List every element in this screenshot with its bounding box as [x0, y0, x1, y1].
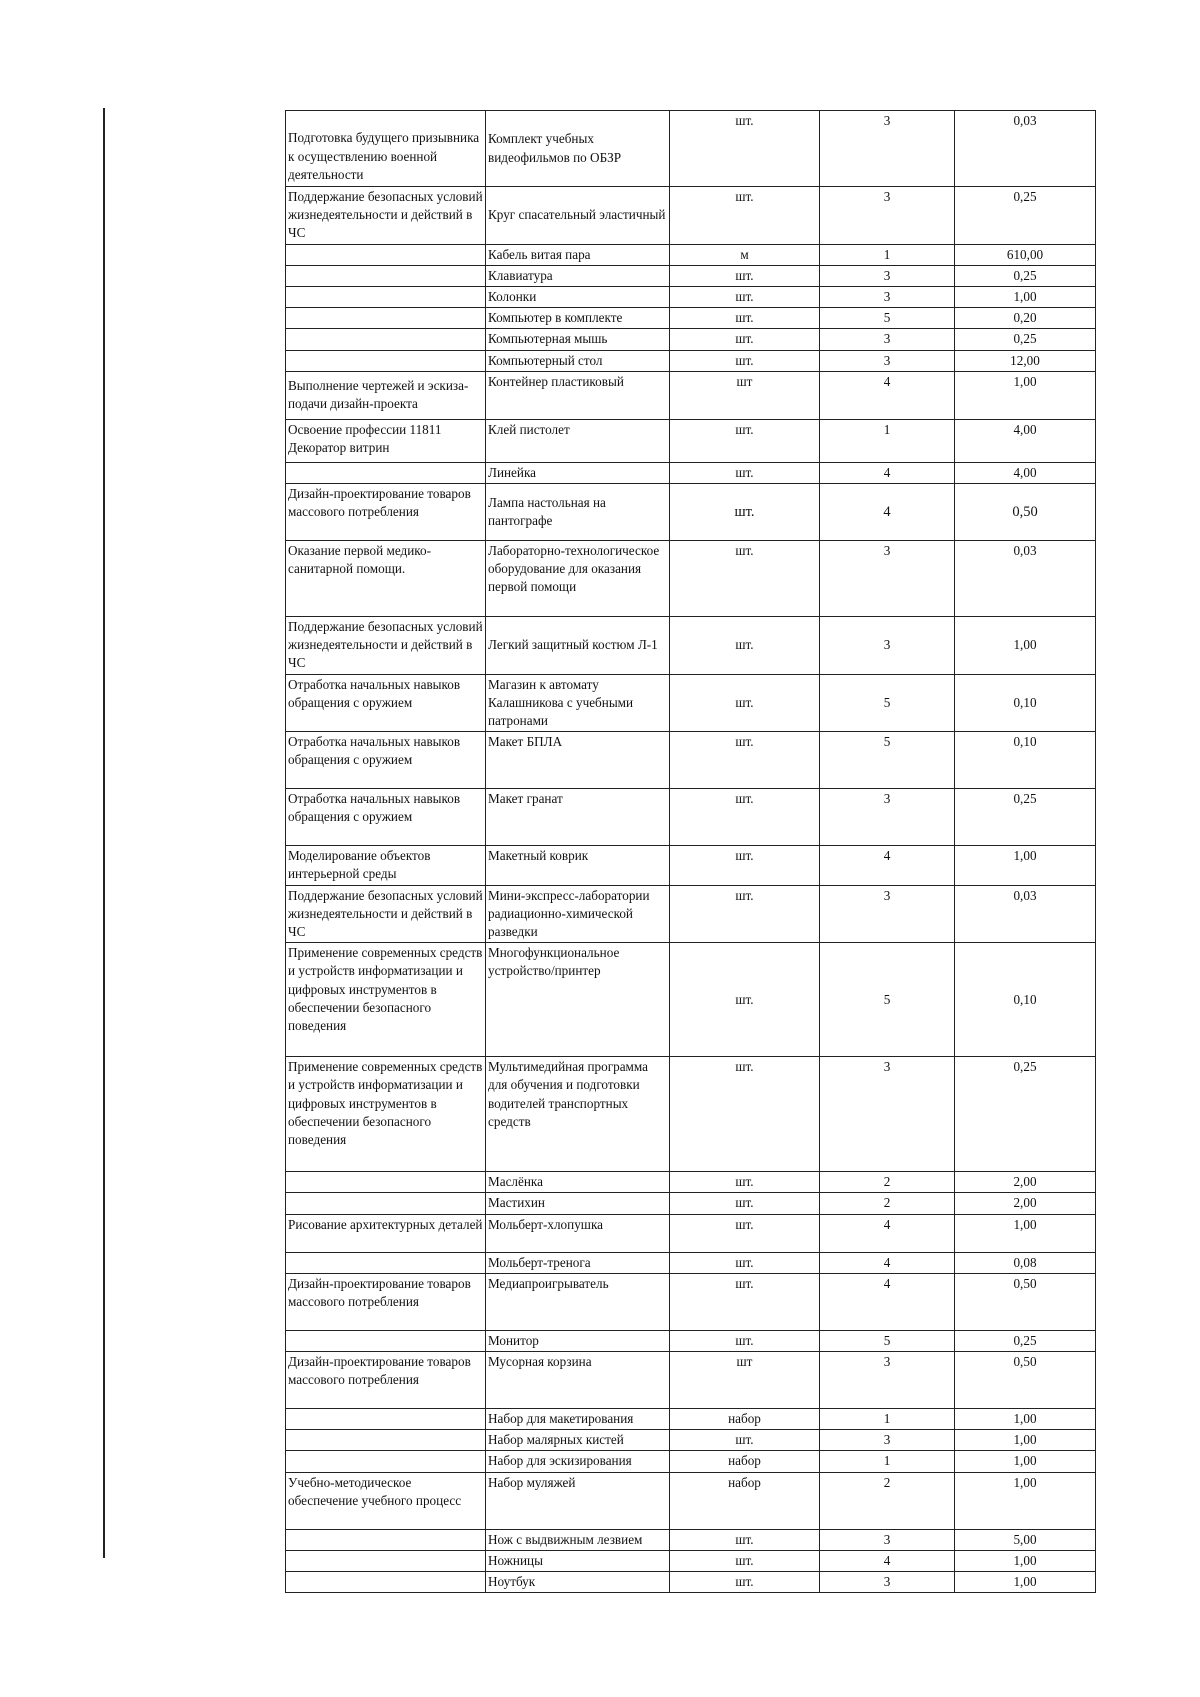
left-margin-rule [103, 108, 105, 1558]
table-row [286, 943, 1096, 1057]
value-cell: 12,00 [955, 350, 1096, 371]
value-cell: 0,03 [955, 111, 1096, 187]
qty-cell: 3 [820, 885, 955, 943]
value-cell: 0,10 [955, 732, 1096, 789]
item-cell: Многофункциональное устройство/принтер [486, 943, 670, 1057]
value-cell: 0,03 [955, 541, 1096, 617]
qty-cell: 3 [820, 111, 955, 187]
activity-cell [286, 1451, 486, 1472]
activity-cell: Поддержание безопасных условий жизнедеятельности и действий в ЧС [286, 885, 486, 943]
activity-cell [286, 308, 486, 329]
item-cell: Макет гранат [486, 789, 670, 846]
value-cell: 0,25 [955, 187, 1096, 245]
unit-cell: шт. [670, 1430, 820, 1451]
activity-cell: Оказание первой медико-санитарной помощи. [286, 541, 486, 617]
table-row [286, 1409, 1096, 1430]
activity-cell [286, 1193, 486, 1214]
table-row [286, 617, 1096, 675]
activity-cell [286, 1252, 486, 1273]
activity-cell [286, 462, 486, 483]
qty-cell: 3 [820, 350, 955, 371]
qty-cell: 1 [820, 1451, 955, 1472]
unit-cell: м [670, 244, 820, 265]
item-cell: Контейнер пластиковый [486, 371, 670, 419]
unit-cell: шт. [670, 419, 820, 462]
qty-cell: 3 [820, 187, 955, 245]
value-cell: 0,50 [955, 1352, 1096, 1409]
value-cell: 0,25 [955, 1330, 1096, 1351]
item-cell: Линейка [486, 462, 670, 483]
item-cell: Мусорная корзина [486, 1352, 670, 1409]
activity-cell: Дизайн-проектирование товаров массового потребления [286, 484, 486, 541]
table-row [286, 1057, 1096, 1172]
qty-cell: 4 [820, 846, 955, 885]
qty-cell: 4 [820, 462, 955, 483]
table-row [286, 1214, 1096, 1252]
unit-cell: шт. [670, 329, 820, 350]
item-cell: Компьютерный стол [486, 350, 670, 371]
item-cell: Набор для эскизирования [486, 1451, 670, 1472]
item-cell: Компьютер в комплекте [486, 308, 670, 329]
item-cell: Нож с выдвижным лезвием [486, 1529, 670, 1550]
item-cell: Мольберт-хлопушка [486, 1214, 670, 1252]
item-cell: Комплект учебных видеофильмов по ОБЗР [486, 111, 670, 187]
unit-cell: шт. [670, 1572, 820, 1593]
table-row [286, 1172, 1096, 1193]
table-row [286, 846, 1096, 885]
qty-cell: 5 [820, 308, 955, 329]
qty-cell: 3 [820, 287, 955, 308]
qty-cell: 2 [820, 1172, 955, 1193]
unit-cell: шт. [670, 484, 820, 541]
activity-cell: Отработка начальных навыков обращения с оружием [286, 674, 486, 732]
item-cell: Круг спасательный эластичный [486, 187, 670, 245]
item-cell: Макетный коврик [486, 846, 670, 885]
value-cell: 1,00 [955, 1550, 1096, 1571]
unit-cell: шт [670, 371, 820, 419]
value-cell: 1,00 [955, 287, 1096, 308]
item-cell: Компьютерная мышь [486, 329, 670, 350]
qty-cell: 4 [820, 1214, 955, 1252]
value-cell: 4,00 [955, 462, 1096, 483]
item-cell: Мольберт-тренога [486, 1252, 670, 1273]
unit-cell: шт. [670, 1172, 820, 1193]
value-cell: 1,00 [955, 1214, 1096, 1252]
activity-cell [286, 1430, 486, 1451]
activity-cell: Дизайн-проектирование товаров массового потребления [286, 1273, 486, 1330]
value-cell: 0,10 [955, 674, 1096, 732]
unit-cell: шт. [670, 943, 820, 1057]
value-cell: 1,00 [955, 1451, 1096, 1472]
unit-cell: шт. [670, 1214, 820, 1252]
activity-cell [286, 1572, 486, 1593]
item-cell: Мини-экспресс-лаборатории радиационно-химической разведки [486, 885, 670, 943]
qty-cell: 3 [820, 617, 955, 675]
value-cell: 1,00 [955, 1472, 1096, 1529]
unit-cell: шт. [670, 732, 820, 789]
value-cell: 0,25 [955, 1057, 1096, 1172]
activity-cell: Подготовка будущего призывника к осуществлению военной деятельности [286, 111, 486, 187]
item-cell: Магазин к автомату Калашникова с учебными патронами [486, 674, 670, 732]
unit-cell: набор [670, 1451, 820, 1472]
unit-cell: шт. [670, 1193, 820, 1214]
table-row [286, 187, 1096, 245]
value-cell: 1,00 [955, 1430, 1096, 1451]
activity-cell: Рисование архитектурных деталей [286, 1214, 486, 1252]
activity-cell: Освоение профессии 11811 Декоратор витрин [286, 419, 486, 462]
qty-cell: 3 [820, 1057, 955, 1172]
table-row [286, 541, 1096, 617]
qty-cell: 4 [820, 1273, 955, 1330]
qty-cell: 4 [820, 484, 955, 541]
unit-cell: набор [670, 1472, 820, 1529]
unit-cell: шт. [670, 1252, 820, 1273]
qty-cell: 5 [820, 674, 955, 732]
item-cell: Кабель витая пара [486, 244, 670, 265]
activity-cell: Отработка начальных навыков обращения с оружием [286, 732, 486, 789]
activity-cell [286, 1172, 486, 1193]
table-row [286, 265, 1096, 286]
unit-cell: шт. [670, 789, 820, 846]
item-cell: Набор муляжей [486, 1472, 670, 1529]
unit-cell: шт. [670, 1550, 820, 1571]
unit-cell: шт. [670, 308, 820, 329]
qty-cell: 1 [820, 1409, 955, 1430]
qty-cell: 3 [820, 1572, 955, 1593]
activity-cell [286, 1529, 486, 1550]
qty-cell: 3 [820, 1430, 955, 1451]
activity-cell: Учебно-методическое обеспечение учебного процесс [286, 1472, 486, 1529]
unit-cell: шт. [670, 462, 820, 483]
qty-cell: 3 [820, 1529, 955, 1550]
unit-cell: шт. [670, 674, 820, 732]
qty-cell: 4 [820, 1252, 955, 1273]
value-cell: 5,00 [955, 1529, 1096, 1550]
qty-cell: 1 [820, 419, 955, 462]
unit-cell: шт. [670, 1273, 820, 1330]
unit-cell: шт. [670, 265, 820, 286]
value-cell: 2,00 [955, 1193, 1096, 1214]
value-cell: 4,00 [955, 419, 1096, 462]
table-row [286, 1572, 1096, 1593]
item-cell: Мультимедийная программа для обучения и подготовки водителей транспортных средств [486, 1057, 670, 1172]
equipment-table [285, 110, 1096, 1593]
table-row [286, 419, 1096, 462]
value-cell: 0,25 [955, 789, 1096, 846]
unit-cell: шт. [670, 617, 820, 675]
unit-cell: шт. [670, 1529, 820, 1550]
table-row [286, 1193, 1096, 1214]
unit-cell: шт. [670, 846, 820, 885]
value-cell: 1,00 [955, 1409, 1096, 1430]
qty-cell: 3 [820, 265, 955, 286]
activity-cell [286, 265, 486, 286]
qty-cell: 3 [820, 329, 955, 350]
table-row [286, 287, 1096, 308]
qty-cell: 4 [820, 1550, 955, 1571]
qty-cell: 2 [820, 1193, 955, 1214]
item-cell: Лабораторно-технологическое оборудование для оказания первой помощи [486, 541, 670, 617]
item-cell: Клавиатура [486, 265, 670, 286]
unit-cell: шт. [670, 885, 820, 943]
value-cell: 0,25 [955, 329, 1096, 350]
unit-cell: шт. [670, 350, 820, 371]
item-cell: Набор для макетирования [486, 1409, 670, 1430]
unit-cell: шт. [670, 287, 820, 308]
item-cell: Ножницы [486, 1550, 670, 1571]
table-row [286, 329, 1096, 350]
qty-cell: 3 [820, 1352, 955, 1409]
qty-cell: 1 [820, 244, 955, 265]
item-cell: Ноутбук [486, 1572, 670, 1593]
item-cell: Клей пистолет [486, 419, 670, 462]
item-cell: Монитор [486, 1330, 670, 1351]
activity-cell: Дизайн-проектирование товаров массового потребления [286, 1352, 486, 1409]
table-row [286, 371, 1096, 419]
value-cell: 0,20 [955, 308, 1096, 329]
table-row [286, 1252, 1096, 1273]
table-row [286, 111, 1096, 187]
activity-cell [286, 244, 486, 265]
activity-cell: Применение современных средств и устройств информатизации и цифровых инструментов в обеспечении безопасного поведения [286, 1057, 486, 1172]
qty-cell: 3 [820, 541, 955, 617]
activity-cell: Применение современных средств и устройств информатизации и цифровых инструментов в обеспечении безопасного поведения [286, 943, 486, 1057]
value-cell: 0,50 [955, 484, 1096, 541]
unit-cell: шт. [670, 1330, 820, 1351]
table-row [286, 885, 1096, 943]
unit-cell: шт. [670, 1057, 820, 1172]
value-cell: 610,00 [955, 244, 1096, 265]
value-cell: 0,08 [955, 1252, 1096, 1273]
qty-cell: 5 [820, 732, 955, 789]
item-cell: Набор малярных кистей [486, 1430, 670, 1451]
activity-cell [286, 1330, 486, 1351]
activity-cell [286, 350, 486, 371]
table-row [286, 1430, 1096, 1451]
activity-cell [286, 287, 486, 308]
item-cell: Мастихин [486, 1193, 670, 1214]
table-row [286, 1472, 1096, 1529]
item-cell: Колонки [486, 287, 670, 308]
table-row [286, 1451, 1096, 1472]
table-row [286, 1330, 1096, 1351]
item-cell: Лампа настольная на пантографе [486, 484, 670, 541]
qty-cell: 5 [820, 1330, 955, 1351]
unit-cell: шт. [670, 111, 820, 187]
table-row [286, 1352, 1096, 1409]
qty-cell: 3 [820, 789, 955, 846]
table-row [286, 350, 1096, 371]
activity-cell: Поддержание безопасных условий жизнедеятельности и действий в ЧС [286, 617, 486, 675]
value-cell: 2,00 [955, 1172, 1096, 1193]
table-row [286, 732, 1096, 789]
qty-cell: 4 [820, 371, 955, 419]
activity-cell [286, 329, 486, 350]
activity-cell: Выполнение чертежей и эскиза-подачи дизайн-проекта [286, 371, 486, 419]
activity-cell: Отработка начальных навыков обращения с оружием [286, 789, 486, 846]
item-cell: Медиапроигрыватель [486, 1273, 670, 1330]
table-row [286, 484, 1096, 541]
value-cell: 1,00 [955, 846, 1096, 885]
table-row [286, 789, 1096, 846]
qty-cell: 5 [820, 943, 955, 1057]
activity-cell [286, 1409, 486, 1430]
unit-cell: шт. [670, 541, 820, 617]
value-cell: 1,00 [955, 617, 1096, 675]
activity-cell: Поддержание безопасных условий жизнедеятельности и действий в ЧС [286, 187, 486, 245]
table-row [286, 244, 1096, 265]
qty-cell: 2 [820, 1472, 955, 1529]
item-cell: Маслёнка [486, 1172, 670, 1193]
table-row [286, 308, 1096, 329]
item-cell: Легкий защитный костюм Л-1 [486, 617, 670, 675]
value-cell: 1,00 [955, 1572, 1096, 1593]
value-cell: 0,50 [955, 1273, 1096, 1330]
table-row [286, 1550, 1096, 1571]
value-cell: 0,03 [955, 885, 1096, 943]
value-cell: 0,25 [955, 265, 1096, 286]
unit-cell: набор [670, 1409, 820, 1430]
unit-cell: шт [670, 1352, 820, 1409]
table-row [286, 462, 1096, 483]
unit-cell: шт. [670, 187, 820, 245]
table-row [286, 1273, 1096, 1330]
table-row [286, 1529, 1096, 1550]
value-cell: 0,10 [955, 943, 1096, 1057]
table-row [286, 674, 1096, 732]
item-cell: Макет БПЛА [486, 732, 670, 789]
value-cell: 1,00 [955, 371, 1096, 419]
activity-cell [286, 1550, 486, 1571]
activity-cell: Моделирование объектов интерьерной среды [286, 846, 486, 885]
